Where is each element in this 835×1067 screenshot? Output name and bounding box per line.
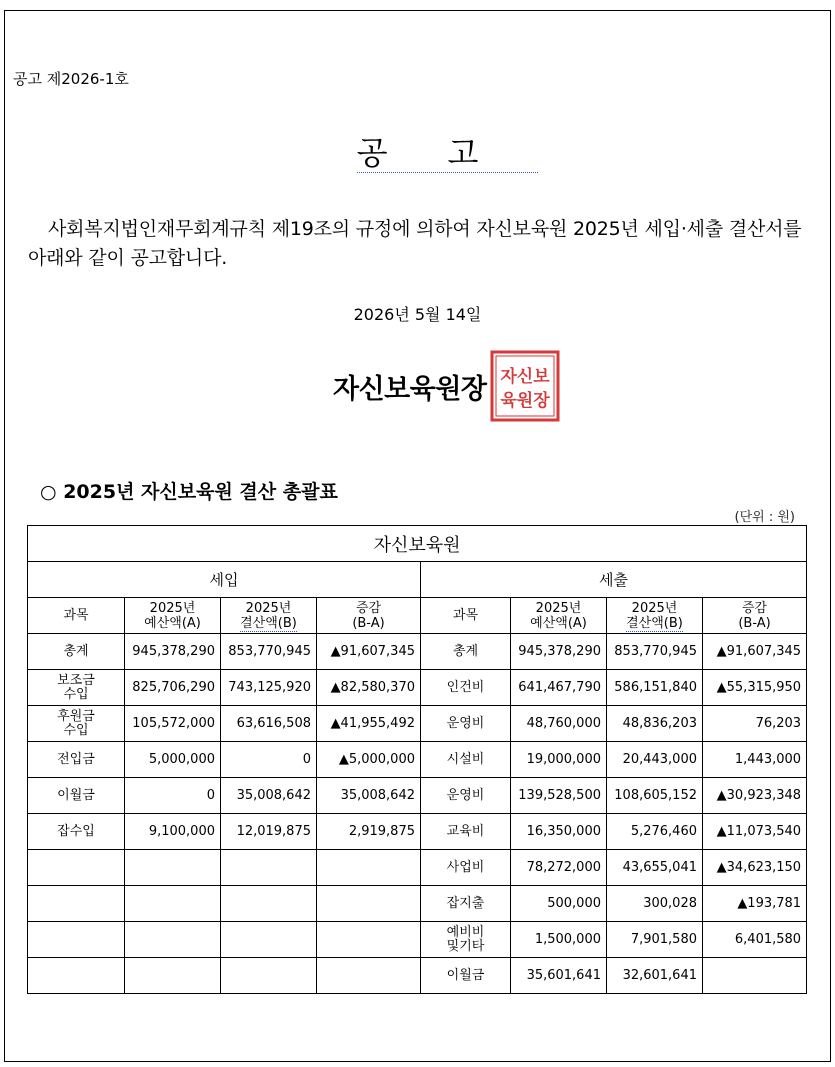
header-year: 2025년 [149,600,196,616]
table-row [28,850,807,886]
table-column-header-row [28,598,807,634]
expense-budget-cell: 641,467,790 [511,670,607,706]
expense-budget-cell: 35,601,641 [511,958,607,994]
expense-budget-cell: 48,760,000 [511,706,607,742]
expense-diff-cell: ▲91,607,345 [703,634,807,670]
table-row [28,958,807,994]
expense-diff-cell: 6,401,580 [703,922,807,958]
revenue-header: 세입 [28,562,421,598]
expense-budget-cell: 78,272,000 [511,850,607,886]
signatory-name: 자신보육원장 [333,374,487,405]
header-budget-label: 예산액(A) [530,615,587,631]
revenue-diff-cell: ▲82,580,370 [317,670,421,706]
svg-text:육원장: 육원장 [500,391,550,411]
expense-subject-cell: 이월금 [421,958,511,994]
expense-settled-cell: 43,655,041 [607,850,703,886]
expense-subject-cell: 시설비 [421,742,511,778]
official-seal-icon [490,350,560,422]
expense-settled-cell: 108,605,152 [607,778,703,814]
revenue-diff-cell: ▲91,607,345 [317,634,421,670]
revenue-budget-cell: 9,100,000 [125,814,221,850]
expense-diff-cell: 76,203 [703,706,807,742]
revenue-subject-cell [28,958,125,994]
revenue-settled-header [221,598,317,634]
revenue-budget-header [125,598,221,634]
revenue-budget-cell: 825,706,290 [125,670,221,706]
revenue-budget-cell: 5,000,000 [125,742,221,778]
expense-diff-cell: 1,443,000 [703,742,807,778]
expense-settled-cell: 48,836,203 [607,706,703,742]
expense-budget-cell: 945,378,290 [511,634,607,670]
table-row [28,886,807,922]
header-diff-formula: (B-A) [352,615,385,631]
expense-settled-cell: 32,601,641 [607,958,703,994]
revenue-diff-cell [317,850,421,886]
header-year: 2025년 [631,600,678,616]
expense-settled-cell: 853,770,945 [607,634,703,670]
revenue-subject-cell [28,922,125,958]
revenue-diff-header [317,598,421,634]
table-row [28,778,807,814]
revenue-budget-cell [125,850,221,886]
header-year: 2025년 [245,600,292,616]
table-org-name: 자신보육원 [28,526,807,562]
table-row [28,922,807,958]
expense-diff-cell: ▲11,073,540 [703,814,807,850]
expense-diff-cell: ▲30,923,348 [703,778,807,814]
expense-diff-cell: ▲34,623,150 [703,850,807,886]
revenue-settled-cell [221,886,317,922]
expense-subject-cell: 운영비 [421,706,511,742]
expense-budget-cell: 139,528,500 [511,778,607,814]
expense-subject-cell: 인건비 [421,670,511,706]
expense-subject-header: 과목 [421,598,511,634]
table-org-row [28,526,807,562]
expense-settled-cell: 20,443,000 [607,742,703,778]
expense-budget-cell: 1,500,000 [511,922,607,958]
revenue-settled-cell: 743,125,920 [221,670,317,706]
table-side-row [28,562,807,598]
expense-diff-cell: ▲55,315,950 [703,670,807,706]
revenue-settled-cell: 853,770,945 [221,634,317,670]
table-row [28,706,807,742]
expense-settled-header [607,598,703,634]
revenue-subject-cell: 후원금 수입 [28,706,125,742]
table-row [28,814,807,850]
expense-subject-cell: 예비비 및기타 [421,922,511,958]
expense-subject-cell: 교육비 [421,814,511,850]
revenue-subject-header: 과목 [28,598,125,634]
revenue-diff-cell: 2,919,875 [317,814,421,850]
revenue-subject-cell [28,850,125,886]
revenue-settled-cell [221,922,317,958]
header-diff-formula: (B-A) [738,615,771,631]
revenue-diff-cell: 35,008,642 [317,778,421,814]
unit-label: (단위 : 원) [734,510,795,525]
expense-header: 세출 [421,562,807,598]
expense-diff-cell: ▲193,781 [703,886,807,922]
table-row [28,634,807,670]
revenue-subject-cell: 전입금 [28,742,125,778]
expense-subject-cell: 사업비 [421,850,511,886]
revenue-budget-cell: 945,378,290 [125,634,221,670]
notice-number: 공고 제2026-1호 [13,70,129,88]
revenue-settled-cell: 63,616,508 [221,706,317,742]
expense-diff-cell [703,958,807,994]
revenue-subject-cell [28,886,125,922]
svg-text:자신보: 자신보 [500,367,550,387]
revenue-budget-cell [125,886,221,922]
revenue-diff-cell [317,958,421,994]
revenue-settled-cell [221,958,317,994]
table-row [28,742,807,778]
revenue-settled-cell: 0 [221,742,317,778]
header-settled-label: 결산액(B) [240,615,297,631]
header-year: 2025년 [535,600,582,616]
expense-settled-cell: 7,901,580 [607,922,703,958]
table-row [28,670,807,706]
expense-settled-cell: 5,276,460 [607,814,703,850]
expense-settled-cell: 586,151,840 [607,670,703,706]
expense-subject-cell: 잡지출 [421,886,511,922]
notice-title [0,128,835,174]
header-diff-label: 증감 [355,600,382,616]
revenue-diff-cell: ▲41,955,492 [317,706,421,742]
revenue-budget-cell: 0 [125,778,221,814]
revenue-diff-cell [317,922,421,958]
section-title: ○ 2025년 자신보육원 결산 총괄표 [40,481,338,503]
revenue-settled-cell: 12,019,875 [221,814,317,850]
expense-budget-cell: 19,000,000 [511,742,607,778]
expense-budget-cell: 16,350,000 [511,814,607,850]
revenue-settled-cell: 35,008,642 [221,778,317,814]
expense-diff-header [703,598,807,634]
revenue-settled-cell [221,850,317,886]
expense-budget-header [511,598,607,634]
settlement-summary-table [27,525,807,994]
notice-body: 사회복지법인재무회계규칙 제19조의 규정에 의하여 자신보육원 2025년 세입·세출 결산서를 아래와 같이 공고합니다. [28,218,802,269]
revenue-budget-cell: 105,572,000 [125,706,221,742]
expense-settled-cell: 300,028 [607,886,703,922]
revenue-diff-cell: ▲5,000,000 [317,742,421,778]
notice-title-text: 공고 [356,134,539,172]
revenue-budget-cell [125,922,221,958]
header-budget-label: 예산액(A) [144,615,201,631]
header-diff-label: 증감 [741,600,768,616]
revenue-subject-cell: 총계 [28,634,125,670]
revenue-subject-cell: 보조금 수입 [28,670,125,706]
expense-subject-cell: 운영비 [421,778,511,814]
revenue-subject-cell: 잡수입 [28,814,125,850]
revenue-subject-cell: 이월금 [28,778,125,814]
revenue-budget-cell [125,958,221,994]
expense-budget-cell: 500,000 [511,886,607,922]
revenue-diff-cell [317,886,421,922]
expense-subject-cell: 총계 [421,634,511,670]
header-settled-label: 결산액(B) [626,615,683,631]
notice-date: 2026년 5월 14일 [353,305,482,324]
